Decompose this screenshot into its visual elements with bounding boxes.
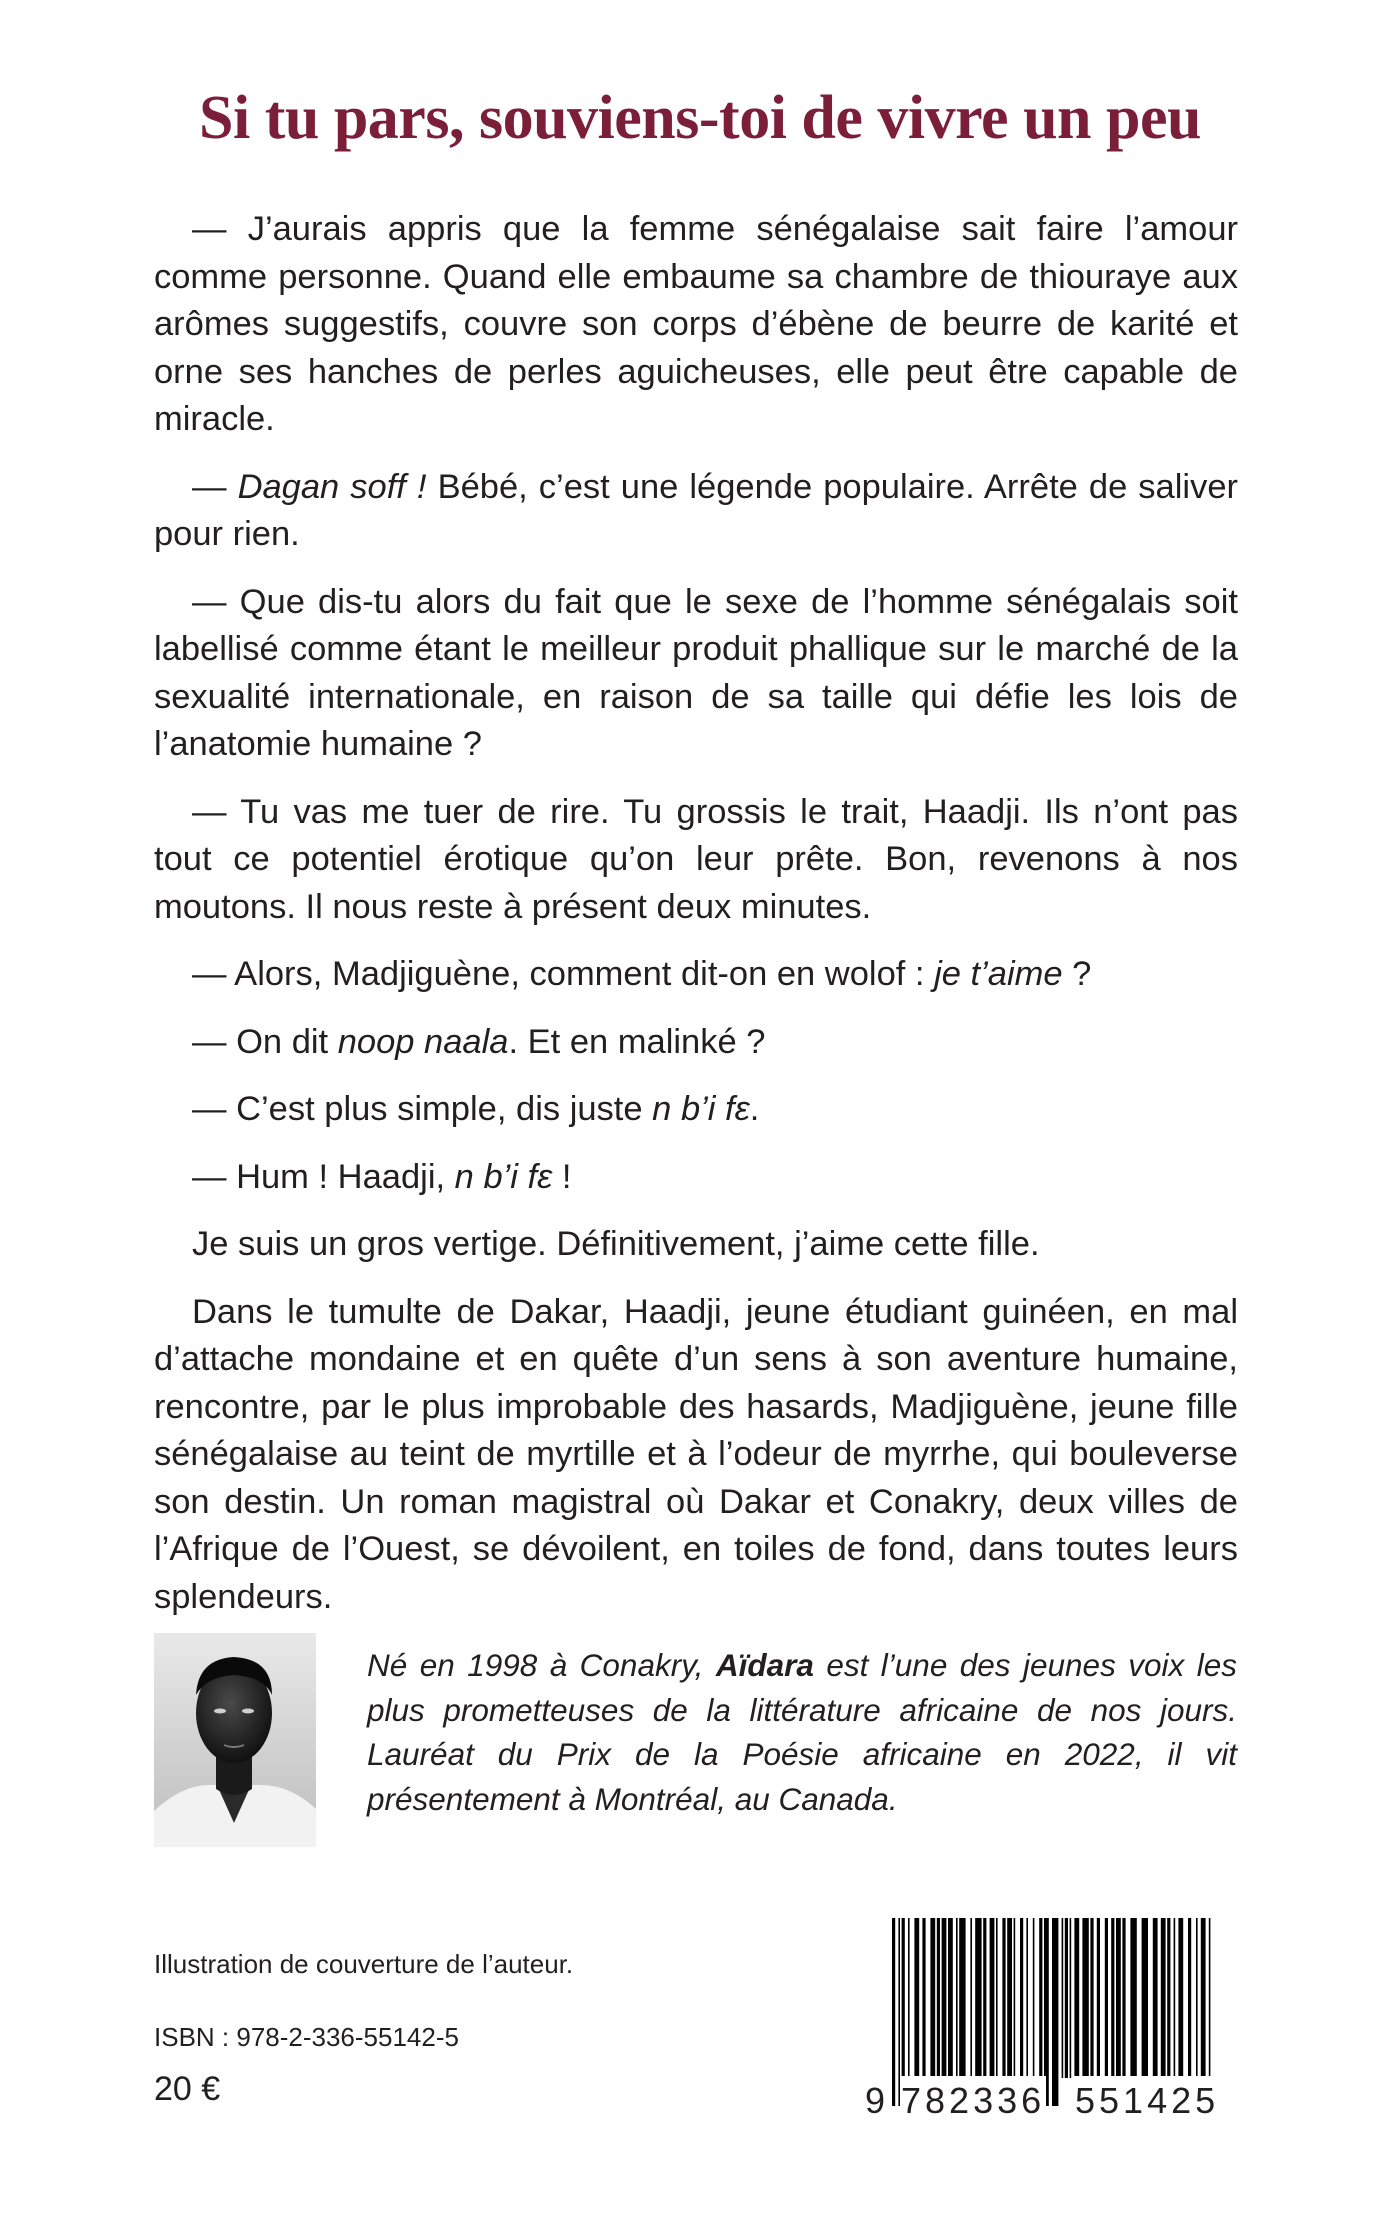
barcode-bar	[1111, 1918, 1114, 2078]
barcode-bar	[1090, 1918, 1093, 2078]
price: 20 €	[154, 2070, 221, 2108]
blurb-paragraph	[154, 1086, 1238, 1134]
barcode-bar	[1178, 1918, 1183, 2078]
barcode-bar	[983, 1918, 986, 2078]
paragraph-text: — Que dis-tu alors du fait que le sexe de l’homme sénégalais soit labellisé comme étant le meilleur produit phallique sur le marché de la sexualité internationale, en raison de sa taille qui défie les lois de l’anatomie humaine ?	[154, 582, 1238, 763]
barcode-bar	[1074, 1918, 1079, 2078]
barcode-bar	[1020, 1918, 1023, 2078]
paragraph-text: — J’aurais appris que la femme sénégalaise sait faire l’amour comme personne. Quand elle embaume sa chambre de thiouraye aux arômes suggestifs, couvre son corps d’ébène de beurre de karité et orne ses hanches de perles aguicheuses, elle peut être capable de miracle.	[154, 210, 1238, 438]
barcode-bar	[996, 1918, 998, 2078]
barcode-bar	[942, 1918, 947, 2078]
italic-phrase: n b’i fɛ	[652, 1090, 750, 1128]
barcode-bar	[1002, 1918, 1005, 2078]
author-bio	[367, 1643, 1237, 1821]
blurb-paragraph	[154, 464, 1238, 559]
paragraph-text: ?	[1062, 955, 1092, 993]
barcode-bar	[1039, 1918, 1042, 2078]
paragraph-text: .	[749, 1090, 760, 1128]
paragraph-text: — Hum ! Haadji,	[192, 1157, 455, 1196]
barcode-bar	[930, 1918, 935, 2078]
barcode-bar	[1082, 1918, 1088, 2078]
barcode-bar	[1026, 1918, 1028, 2078]
barcode-bar	[956, 1918, 958, 2078]
barcode-digit-prefix: 9	[864, 2076, 886, 2126]
barcode-bar	[1105, 1918, 1108, 2078]
book-title: Si tu pars, souviens-toi de vivre un peu	[198, 84, 1202, 152]
blurb-paragraph	[154, 579, 1238, 769]
barcode-bar	[1122, 1918, 1125, 2078]
paragraph-text: Bébé, c’est une légende populaire. Arrête de saliver pour rien.	[154, 467, 1239, 553]
barcode-bar	[990, 1918, 995, 2078]
paragraph-text: !	[552, 1157, 572, 1196]
blurb-paragraph	[154, 951, 1238, 999]
barcode-bar	[922, 1918, 925, 2078]
isbn: ISBN : 978-2-336-55142-5	[154, 2022, 459, 2052]
paragraph-text: — Tu vas me tuer de rire. Tu grossis le trait, Haadji. Ils n’ont pas tout ce potentiel érotique qu’on leur prête. Bon, revenons à nos moutons. Il nous reste à présent deux minutes.	[154, 792, 1238, 926]
blurb-paragraph	[154, 1289, 1238, 1622]
barcode-digit-group-left: 782336	[900, 2076, 1046, 2126]
barcode-bar	[948, 1918, 953, 2078]
barcode-bar	[908, 1918, 910, 2078]
barcode-digit-group-right: 551425	[1074, 2076, 1220, 2126]
barcode-bar	[959, 1918, 965, 2078]
paragraph-text: —	[192, 467, 238, 506]
barcode-bar	[1097, 1918, 1100, 2078]
barcode-bar	[1065, 1918, 1068, 2078]
barcode-bar	[1130, 1918, 1136, 2078]
barcode-bar	[1033, 1918, 1035, 2078]
paragraph-text: Je suis un gros vertige. Définitivement, j’aime cette fille.	[192, 1225, 1040, 1263]
barcode-bar	[1167, 1918, 1170, 2078]
paragraph-text: — Alors, Madjiguène, comment dit-on en wolof :	[192, 955, 935, 993]
paragraph-text: Dans le tumulte de Dakar, Haadji, jeune étudiant guinéen, en mal d’attache mondaine et en quête d’un sens à son aventure humaine, rencontre, par le plus improbable des hasards, Madjiguène, jeune fille sénégalaise au teint de myrtille et à l’odeur de myrrhe, qui bouleverse son destin. Un roman magistral où Dakar et Conakry, deux villes de l’Afrique de l’Ouest, se dévoilent, en toiles de fond, dans toutes leurs splendeurs.	[154, 1292, 1238, 1616]
bio-rest: est l’une des jeunes voix les plus prometteuses de la littérature africaine de nos jours. Lauréat du Prix de la Poésie africaine en 2022, il vit présentement à Montréal, au Canada.	[367, 1647, 1237, 1817]
blurb-paragraph	[154, 1154, 1238, 1202]
illustration-credit: Illustration de couverture de l’auteur.	[154, 1949, 574, 1979]
blurb-paragraph	[154, 1221, 1238, 1269]
blurb-paragraph	[154, 1019, 1238, 1067]
barcode-bar	[1116, 1918, 1121, 2078]
barcode-bar	[970, 1918, 972, 2078]
blurb-paragraph	[154, 206, 1238, 444]
italic-phrase: je t’aime	[934, 955, 1063, 993]
paragraph-text: — C’est plus simple, dis juste	[192, 1090, 653, 1128]
barcode-bar	[1153, 1918, 1158, 2078]
barcode-bar	[1196, 1918, 1198, 2078]
italic-phrase: Dagan soff !	[237, 467, 427, 506]
barcode-bar	[1188, 1918, 1191, 2078]
barcode-bar	[1142, 1918, 1148, 2078]
barcode-bar	[1174, 1918, 1176, 2078]
italic-phrase: n b’i fɛ	[454, 1157, 553, 1196]
barcode-bar	[975, 1918, 981, 2078]
italic-phrase: noop naala	[337, 1022, 509, 1061]
barcode-bar	[914, 1918, 919, 2078]
barcode-bar	[937, 1918, 940, 2078]
barcode-bar	[1161, 1918, 1166, 2078]
barcode-bar	[1014, 1918, 1016, 2078]
barcode-bar	[1062, 1918, 1064, 2078]
paragraph-text: — On dit	[192, 1022, 338, 1061]
blurb-paragraph	[154, 789, 1238, 932]
author-photo	[154, 1633, 316, 1847]
barcode-bar	[1070, 1918, 1072, 2078]
author-name: Aïdara	[715, 1647, 814, 1683]
back-cover-blurb	[154, 206, 1238, 1621]
paragraph-text: . Et en malinké ?	[508, 1022, 766, 1061]
barcode-bar	[1007, 1918, 1012, 2078]
bio-intro: Né en 1998 à Conakry,	[367, 1647, 716, 1683]
barcode-digits	[862, 2076, 1242, 2126]
